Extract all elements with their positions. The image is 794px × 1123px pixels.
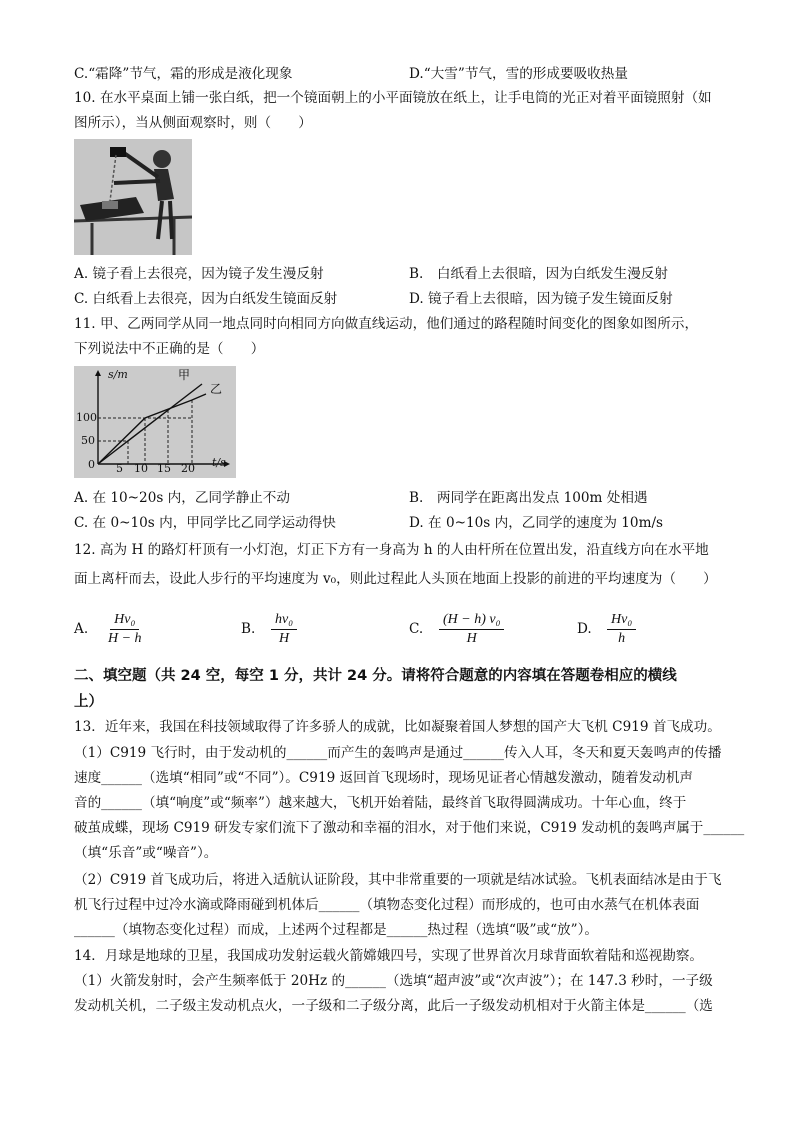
q14-intro: 14．月球是地球的卫星，我国成功发射运载火箭嫦娥四号，实现了世界首次月球背面软着陆和巡视勘察。 [74, 948, 704, 964]
q12-stem-line2: 面上离杆而去，设此人步行的平均速度为 v₀，则此过程此人头顶在地面上投影的前进的平均速度为（ ） [74, 571, 717, 587]
q13-part1-line1: （1）C919 飞行时，由于发动机的______而产生的轰鸣声是通过______传入人耳，冬天和夏天轰鸣声的传播 [74, 745, 722, 761]
q14-part1-line1: （1）火箭发射时，会产生频率低于 20Hz 的______（选填“超声波”或“次声波”）；在 147.3 秒时，一子级 [74, 973, 713, 989]
q10-stem-line1: 10. 在水平桌面上铺一张白纸，把一个镜面朝上的小平面镜放在纸上，让手电筒的光正对着平面镜照射（如 [74, 90, 712, 106]
x-tick-20: 20 [181, 462, 195, 475]
q10-stem-line2: 图所示），当从侧面观察时，则（ ） [74, 115, 312, 131]
q9-option-c: C.“霜降”节气，霜的形成是液化现象 [74, 66, 293, 82]
q13-part1-line5: （填“乐音”或“噪音”）。 [74, 845, 218, 861]
q9-option-d: D.“大雪”节气，雪的形成要吸收热量 [409, 66, 628, 82]
y-axis-label: s/m [108, 368, 128, 381]
q12-stem-line1: 12. 高为 H 的路灯杆顶有一小灯泡，灯正下方有一身高为 h 的人由杆所在位置出发，沿直线方向在水平地 [74, 542, 709, 558]
y-tick-100: 100 [76, 411, 97, 424]
q13-part1-line3: 音的______（填“响度”或“频率”）越来越大，飞机开始着陆，最终首飞取得圆满成功。十年心血，终于 [74, 795, 687, 811]
q11-option-c: C. 在 0~10s 内，甲同学比乙同学运动得快 [74, 515, 336, 531]
q10-option-a: A. 镜子看上去很亮，因为镜子发生漫反射 [74, 266, 324, 282]
q10-option-d: D. 镜子看上去很暗，因为镜子发生镜面反射 [409, 291, 673, 307]
x-tick-5: 5 [116, 462, 123, 475]
q11-option-d: D. 在 0~10s 内，乙同学的速度为 10m/s [409, 515, 664, 531]
q14-part1-line2: 发动机关机，二子级主发动机点火，一子级和二子级分离，此后一子级发动机相对于火箭主体是______（选 [74, 998, 713, 1014]
q10-option-c: C. 白纸看上去很亮，因为白纸发生镜面反射 [74, 291, 338, 307]
q13-part2-line3: ______（填物态变化过程）而成，上述两个过程都是______热过程（选填“吸”或“放”）。 [74, 922, 598, 938]
y-tick-50: 50 [81, 434, 95, 447]
q12-option-d: D. $\frac{\text{Hv₀}}{h}$ [577, 612, 636, 647]
series-jia-label: 甲 [178, 368, 191, 382]
q13-part2-line2: 机飞行过程中过冷水滴或降雨碰到机体后______（填物态变化过程）而形成的，也可由水蒸气在机体表面 [74, 897, 700, 913]
q11-stem-line1: 11. 甲、乙两同学从同一地点同时向相同方向做直线运动，他们通过的路程随时间变化的图象如图所示， [74, 316, 699, 332]
q11-distance-time-graph [74, 366, 236, 478]
origin-label: 0 [88, 458, 95, 471]
x-tick-15: 15 [157, 462, 171, 475]
q13-part1-line4: 破茧成蝶，现场 C919 研发专家们流下了激动和幸福的泪水，对于他们来说，C919 发动机的轰鸣声属于______ [74, 820, 745, 836]
q10-flashlight-photo [74, 139, 192, 255]
q11-option-a: A. 在 10~20s 内，乙同学静止不动 [74, 490, 290, 506]
q11-option-b: B. 两同学在距离出发点 100m 处相遇 [409, 490, 648, 506]
q13-part2-line1: （2）C919 首飞成功后，将进入适航认证阶段，其中非常重要的一项就是结冰试验。飞机表面结冰是由于飞 [74, 872, 722, 888]
q12-option-c: C. $\frac{\text{(H − h) v₀}}{H}$ [409, 612, 504, 647]
q10-option-b: B. 白纸看上去很暗，因为白纸发生漫反射 [409, 266, 668, 282]
q12-option-b: B. $\frac{\text{hv₀}}{H}$ [241, 612, 297, 647]
series-yi-label: 乙 [210, 382, 223, 396]
section-2-title-line2: 上） [74, 694, 103, 710]
section-2-title-line1: 二、填空题（共 24 空，每空 1 分，共计 24 分。请将符合题意的内容填在答题卷相应的横线 [74, 668, 677, 684]
q12-option-a: A. $\frac{\text{Hv₀}}{H - h}$ [74, 612, 142, 646]
q13-intro: 13．近年来，我国在科技领域取得了许多骄人的成就，比如凝聚着国人梦想的国产大飞机 C919 首飞成功。 [74, 719, 721, 735]
q13-part1-line2: 速度______（选填“相同”或“不同”）。C919 返回首飞现场时，现场见证者心情越发激动，随着发动机声 [74, 770, 694, 786]
x-tick-10: 10 [134, 462, 148, 475]
x-axis-label: t/s [212, 456, 226, 469]
q11-stem-line2: 下列说法中不正确的是（ ） [74, 341, 265, 357]
